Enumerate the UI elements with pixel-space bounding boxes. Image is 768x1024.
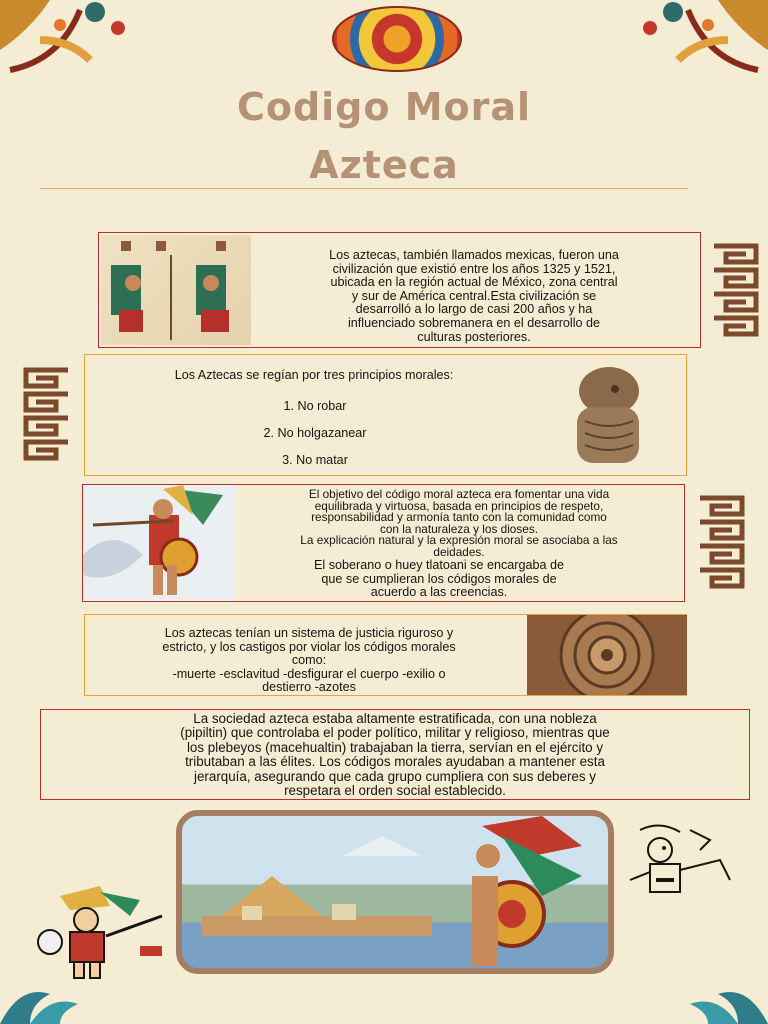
principles-intro: Los Aztecas se regían por tres principios morales: — [174, 368, 454, 382]
intro-line: ubicada en la región actual de México, zona central — [330, 275, 618, 290]
society-box — [40, 709, 750, 800]
objective-line: responsabilidad y armonía tanto con la comunidad como — [311, 510, 607, 525]
society-line: (pipiltin) que controlaba el poder político, militar y religioso, mientras que — [180, 725, 610, 741]
principle-item: 1. No robar — [283, 399, 347, 413]
objective-box — [82, 484, 685, 602]
aztec-warrior-illustration — [83, 485, 235, 601]
tlatoani-line: acuerdo a las creencias. — [370, 585, 508, 600]
title-divider — [40, 188, 688, 189]
justice-line: como: — [291, 653, 327, 668]
page-title — [0, 78, 768, 194]
intro-line: civilización que existió entre los años 1325 y 1521, — [332, 261, 616, 276]
aztec-calendar-seal — [332, 6, 462, 72]
principle-item: 3. No matar — [282, 453, 348, 467]
society-line: jerarquía, asegurando que cada grupo cumpliera con sus deberes y — [194, 768, 596, 784]
corner-ornament-bottom-right — [688, 984, 768, 1024]
sun-stone-image — [527, 615, 687, 695]
tenochtitlan-painting — [176, 810, 614, 974]
corner-ornament-top-right — [638, 0, 768, 74]
justice-line: -muerte -esclavitud -desfigurar el cuerpo -exilio o — [172, 666, 446, 681]
society-line: los plebeyos (macehualtin) trabajaban la tierra, servían en el ejército y — [186, 739, 604, 755]
society-line: respetara el orden social establecido. — [284, 783, 506, 799]
tlatoani-line: que se cumplieran los códigos morales de — [321, 571, 557, 586]
objective-line: equilibrada y virtuosa, basada en principios de respeto, — [314, 498, 604, 513]
title-line-2: Azteca — [309, 143, 459, 187]
corner-ornament-top-left — [0, 0, 130, 74]
society-line: La sociedad azteca estaba altamente estratificada, con una nobleza — [193, 711, 597, 726]
objective-line: El objetivo del código moral azteca era fomentar una vida — [308, 487, 610, 501]
justice-line: destierro -azotes — [262, 680, 356, 695]
intro-line: culturas posteriores. — [417, 329, 531, 344]
corner-ornament-bottom-left — [0, 984, 80, 1024]
fret-ornament — [20, 364, 72, 468]
principles-box — [84, 354, 687, 476]
intro-box — [98, 232, 701, 348]
principle-item: 2. No holgazanear — [263, 426, 367, 440]
intro-line: influenciado sobremanera en el desarrollo de — [347, 315, 601, 330]
tlatoani-line: El soberano o huey tlatoani se encargaba de — [314, 558, 564, 572]
intro-text — [259, 249, 689, 344]
objective-line: con la naturaleza y los dioses. — [379, 521, 539, 536]
society-line: tributaban a las élites. Los códigos morales ayudaban a mantener esta — [185, 754, 605, 770]
justice-text — [91, 627, 527, 695]
fret-ornament — [710, 240, 762, 344]
intro-line: y sur de América central.Esta civilización se — [351, 288, 597, 303]
fret-ornament — [696, 492, 748, 596]
society-text — [47, 712, 743, 798]
objective-line: deidades. — [433, 544, 485, 559]
objective-line: La explicación natural y la expresión moral se asociaba a las — [300, 533, 618, 548]
stone-statue-image — [551, 361, 657, 471]
tlatoani-text — [239, 559, 639, 600]
principles-list — [175, 393, 455, 474]
intro-line: Los aztecas, también llamados mexicas, fueron una — [329, 248, 619, 262]
codex-illustration — [101, 235, 251, 345]
title-line-1: Codigo Moral — [236, 85, 532, 129]
justice-line: estricto, y los castigos por violar los códigos morales — [162, 639, 456, 654]
codex-figure-right — [620, 820, 746, 902]
codex-figure-left — [30, 886, 170, 980]
justice-box — [84, 614, 687, 696]
objective-text — [239, 489, 679, 559]
justice-line: Los aztecas tenían un sistema de justicia riguroso y — [164, 626, 454, 640]
intro-line: desarrolló a lo largo de casi 200 años y ha — [355, 302, 593, 317]
